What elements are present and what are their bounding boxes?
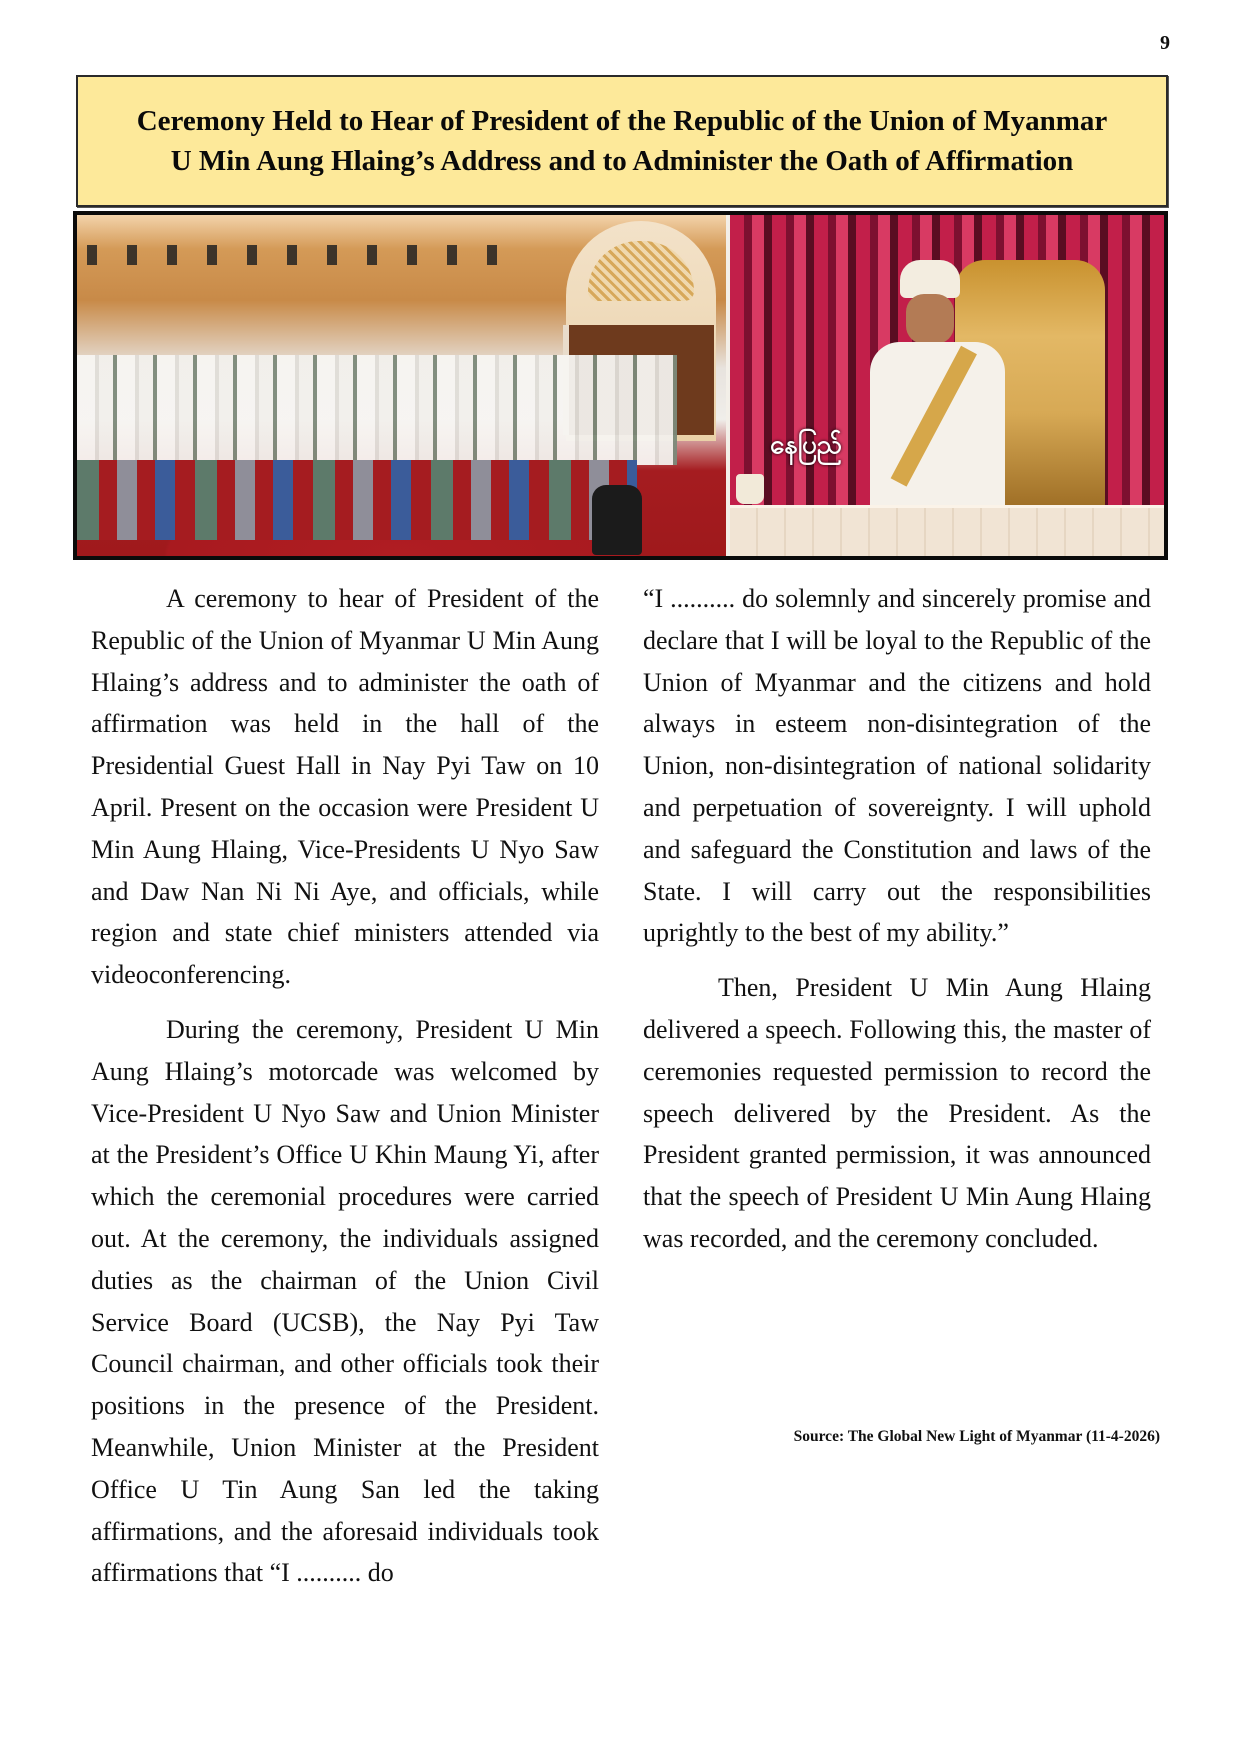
page-number: 9 [1160, 32, 1170, 54]
left-column [91, 578, 599, 1607]
draped-table [730, 505, 1164, 556]
photo-president-throne [730, 215, 1164, 556]
headline-box [76, 75, 1168, 207]
video-camera [592, 485, 642, 555]
article-body [91, 578, 1151, 1607]
headdress [900, 260, 960, 298]
officials-group [77, 355, 677, 465]
photo-oath-ceremony-hall [77, 215, 726, 556]
white-jacket [870, 342, 1005, 520]
paragraph: Then, President U Min Aung Hlaing delivered a speech. Following this, the master of ceremonies requested permission to record the speech delivered by the President. As the President granted permission, it was announced that the speech of President U Min Aung Hlaing was recorded, and the ceremony concluded. [643, 973, 1151, 1253]
photo-frame [73, 211, 1168, 560]
right-column [643, 578, 1151, 1607]
paragraph-oath-quote: “I .......... do solemnly and sincerely promise and declare that I will be loyal to the Republic of the Union of Myanmar and the citizens and hold always in esteem non-disintegration of the Union, non-disintegration of national solidarity and perpetuation of sovereignty. I will uphold and safeguard the Constitution and laws of the State. I will carry out the responsibilities uprightly to the best of my ability.” [643, 584, 1151, 948]
tea-cup [736, 474, 764, 504]
officials-longyi [77, 460, 637, 540]
headline-line-1: Ceremony Held to Hear of President of the Republic of the Union of Myanmar [136, 105, 1108, 137]
face [906, 294, 954, 344]
paragraph: During the ceremony, President U Min Aung Hlaing’s motorcade was welcomed by Vice-President U Nyo Saw and Union Minister at the President’s Office U Khin Maung Yi, after which the ceremonial procedures were carried out. At the ceremony, the individuals assigned duties as the chairman of the Union Civil Service Board (UCSB), the Nay Pyi Taw Council chairman, and other officials took their positions in the presence of the President. Meanwhile, Union Minister at the President Office U Tin Aung San led the taking affirmations, and the aforesaid individuals took affirmations that “I .......... do [91, 1014, 599, 1588]
source-citation: Source: The Global New Light of Myanmar (11-4-2026) [793, 1428, 1160, 1445]
photo-overlay-text: နေပြည် [770, 430, 842, 460]
ceiling-speakers [87, 245, 507, 265]
headline-line-2: U Min Aung Hlaing’s Address and to Administer the Oath of Affirmation [170, 145, 1074, 177]
president-figure [870, 260, 1005, 520]
paragraph: A ceremony to hear of President of the Republic of the Union of Myanmar U Min Aung Hlaing’s address and to administer the oath of affirmation was held in the hall of the Presidential Guest Hall in Nay Pyi Taw on 10 April. Present on the occasion were President U Min Aung Hlaing, Vice-Presidents U Nyo Saw and Daw Nan Ni Ni Aye, and officials, while region and state chief ministers attended via videoconferencing. [91, 584, 599, 990]
